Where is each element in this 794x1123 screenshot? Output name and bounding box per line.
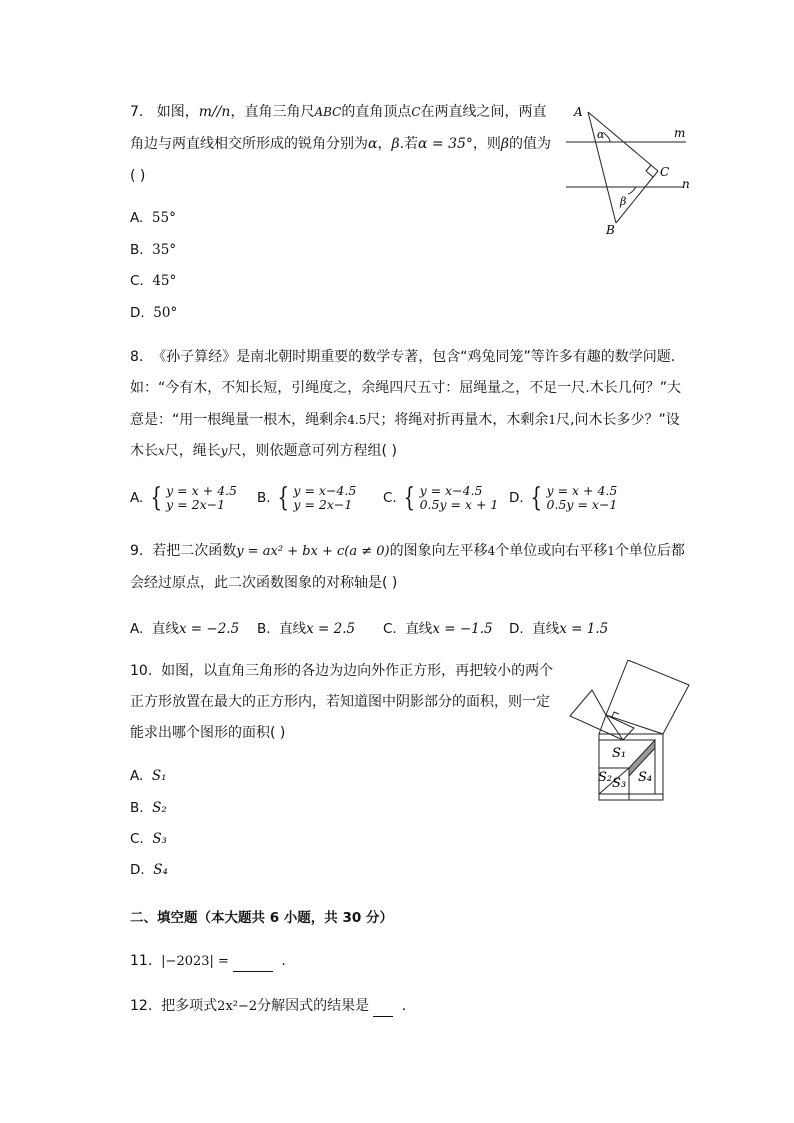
q7-option-c[interactable]: C. 45° [130,273,177,289]
q10-line-1: 10. 如图，以直角三角形的各边为边向外作正方形，再把较小的两个 [130,663,554,679]
q7-figure [560,98,700,238]
q9-option-d[interactable]: D. 直线x = 1.5 [509,621,609,637]
large-square-b [606,660,689,734]
equation-system: { y = x + 4.5 0.5y = x−1 [530,483,618,513]
equation-system: { y = x−4.5 y = 2x−1 [277,483,357,513]
label-m: m [674,126,686,140]
q9-number: 9. [130,543,144,559]
q10-line-3: 能求出哪个图形的面积( ) [130,725,286,741]
label-s3: S₃ [612,776,627,791]
q7-number: 7. [130,104,144,120]
q10-option-b[interactable]: B. S₂ [130,800,167,816]
q10-option-d[interactable]: D. S₄ [130,862,168,878]
q7-option-d[interactable]: D. 50° [130,305,178,321]
q10-number: 10. [130,663,153,679]
q11-answer-blank[interactable] [233,955,273,972]
q10-figure [566,660,696,805]
brace-icon: { [530,483,543,513]
brace-icon: { [403,483,416,513]
label-a: A [574,105,583,119]
q12-line: 12. 把多项式2x²−2分解因式的结果是 . [130,996,406,1017]
label-s4: S₄ [638,770,653,785]
q10-line-2: 正方形放置在最大的正方形内，若知道图中阴影部分的面积，则一定 [130,694,550,710]
q7-line-2: 角边与两直线相交所形成的锐角分别为α，β.若α = 35°，则β的值为 [130,136,552,152]
q9-line-2: 会经过原点，此二次函数图象的对称轴是( ) [130,575,398,591]
q11-line: 11. |−2023| = . [130,951,286,972]
small-square-a [570,690,634,740]
q8-option-d[interactable]: D. { y = x + 4.5 0.5y = x−1 [509,483,618,513]
q7-option-a[interactable]: A. 55° [130,210,176,226]
q8-line-1: 8. 《孙子算经》是南北朝时期重要的数学专著，包含“鸡兔同笼”等许多有趣的数学问题. [130,349,676,365]
q10-option-a[interactable]: A. S₁ [130,768,167,784]
label-s2: S₂ [598,770,613,785]
right-angle-mark [612,712,619,717]
equation-system: { y = x−4.5 0.5y = x + 1 [403,483,499,513]
right-angle-mark [646,165,653,177]
q9-line-1: 9. 若把二次函数y = ax² + bx + c(a ≠ 0)的图象向左平移4个单位或向右平移1个单位后都 [130,543,685,559]
q11-number: 11. [130,953,153,969]
q8-option-b[interactable]: B. { y = x−4.5 y = 2x−1 [257,483,357,513]
q12-answer-blank[interactable] [373,1000,393,1017]
q7-option-b[interactable]: B. 35° [130,242,177,258]
brace-icon: { [277,483,289,513]
q7-line-1: 7. 如图，m//n，直角三角尺ABC的直角顶点C在两直线之间，两直 [130,104,547,120]
q12-number: 12. [130,998,153,1014]
alpha-arc [604,133,610,142]
beta-arc [628,187,636,194]
q10-option-c[interactable]: C. S₃ [130,831,167,847]
q8-option-c[interactable]: C. { y = x−4.5 0.5y = x + 1 [383,483,499,513]
brace-icon: { [150,483,162,513]
label-c: C [660,165,670,179]
label-n: n [682,177,690,191]
equation-system: { y = x + 4.5 y = 2x−1 [150,483,237,513]
label-beta: β [620,195,627,208]
section-2-heading: 二、填空题（本大题共 6 小题，共 30 分） [130,910,393,926]
q7-line-3: ( ) [130,168,146,184]
q8-line-2: 如：“今有木，不知长短，引绳度之，余绳四尺五寸：屈绳量之，不足一尺.木长几何？”大 [130,380,681,396]
q9-option-b[interactable]: B. 直线x = 2.5 [257,621,356,637]
q8-option-a[interactable]: A. { y = x + 4.5 y = 2x−1 [130,483,237,513]
label-b: B [606,223,615,237]
q9-option-c[interactable]: C. 直线x = −1.5 [383,621,493,637]
q8-number: 8. [130,349,144,365]
q8-line-4: 木长x尺，绳长y尺，则依题意可列方程组( ) [130,443,397,459]
label-alpha: α [597,128,605,141]
label-s1: S₁ [612,746,627,761]
square-s1 [599,740,655,794]
q9-option-a[interactable]: A. 直线x = −2.5 [130,621,240,637]
q8-line-3: 意是：“用一根绳量一根木，绳剩余4.5尺；将绳对折再量木，木剩余1尺,问木长多少？”设 [130,412,680,428]
